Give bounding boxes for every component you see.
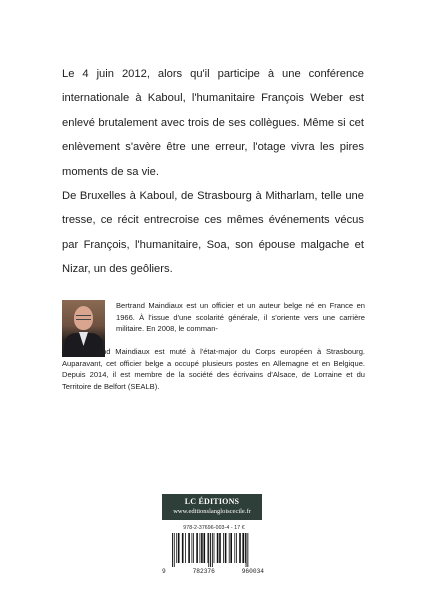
back-cover-synopsis bbox=[62, 62, 364, 282]
publisher-name: LC ÉDITIONS bbox=[184, 497, 240, 506]
synopsis-paragraph-1: Le 4 juin 2012, alors qu'il participe à une conférence internationale à Kaboul, l'humanitaire François Weber est enlevé brutalement avec trois de ses collègues. Même si cet enlèvement s'avère être une erreur, l'otage vivra les pires moments de sa vie. bbox=[62, 68, 364, 178]
barcode-digits bbox=[162, 568, 264, 575]
author-bio-continued: dant Bertrand Maindiaux est muté à l'état-major du Corps européen à Strasbourg. Auparavant, cet officier belge a occupé plusieurs postes en Allemagne et en Belgique. Depuis 2014, il est membre de la société des écrivains d'Alsace, de Lorraine et du Territoire de Belfort (SEALB). bbox=[62, 347, 365, 391]
publisher-logo bbox=[162, 494, 262, 520]
isbn-price: 978-2-37696-003-4 - 17 € bbox=[183, 525, 245, 531]
synopsis-paragraph-2: De Bruxelles à Kaboul, de Strasbourg à Mitharlam, telle une tresse, ce récit entrecroise ces mêmes événements vécus par François, l'humanitaire, Soa, son épouse malgache et Nizar, un des geôliers. bbox=[62, 190, 364, 276]
author-bio-text: Bertrand Maindiaux est un officier et un auteur belge né en France en 1966. À l'issue d'une scolarité générale, il s'oriente vers une carrière militaire. En 2008, le comman- bbox=[116, 301, 365, 334]
barcode-digit-lead: 9 bbox=[162, 568, 166, 575]
barcode-digit-group-2: 960034 bbox=[241, 568, 264, 575]
barcode-icon bbox=[171, 533, 259, 567]
publisher-url: www.editionslangloiscecile.fr bbox=[173, 508, 251, 515]
barcode-digit-group-1: 782376 bbox=[192, 568, 215, 575]
